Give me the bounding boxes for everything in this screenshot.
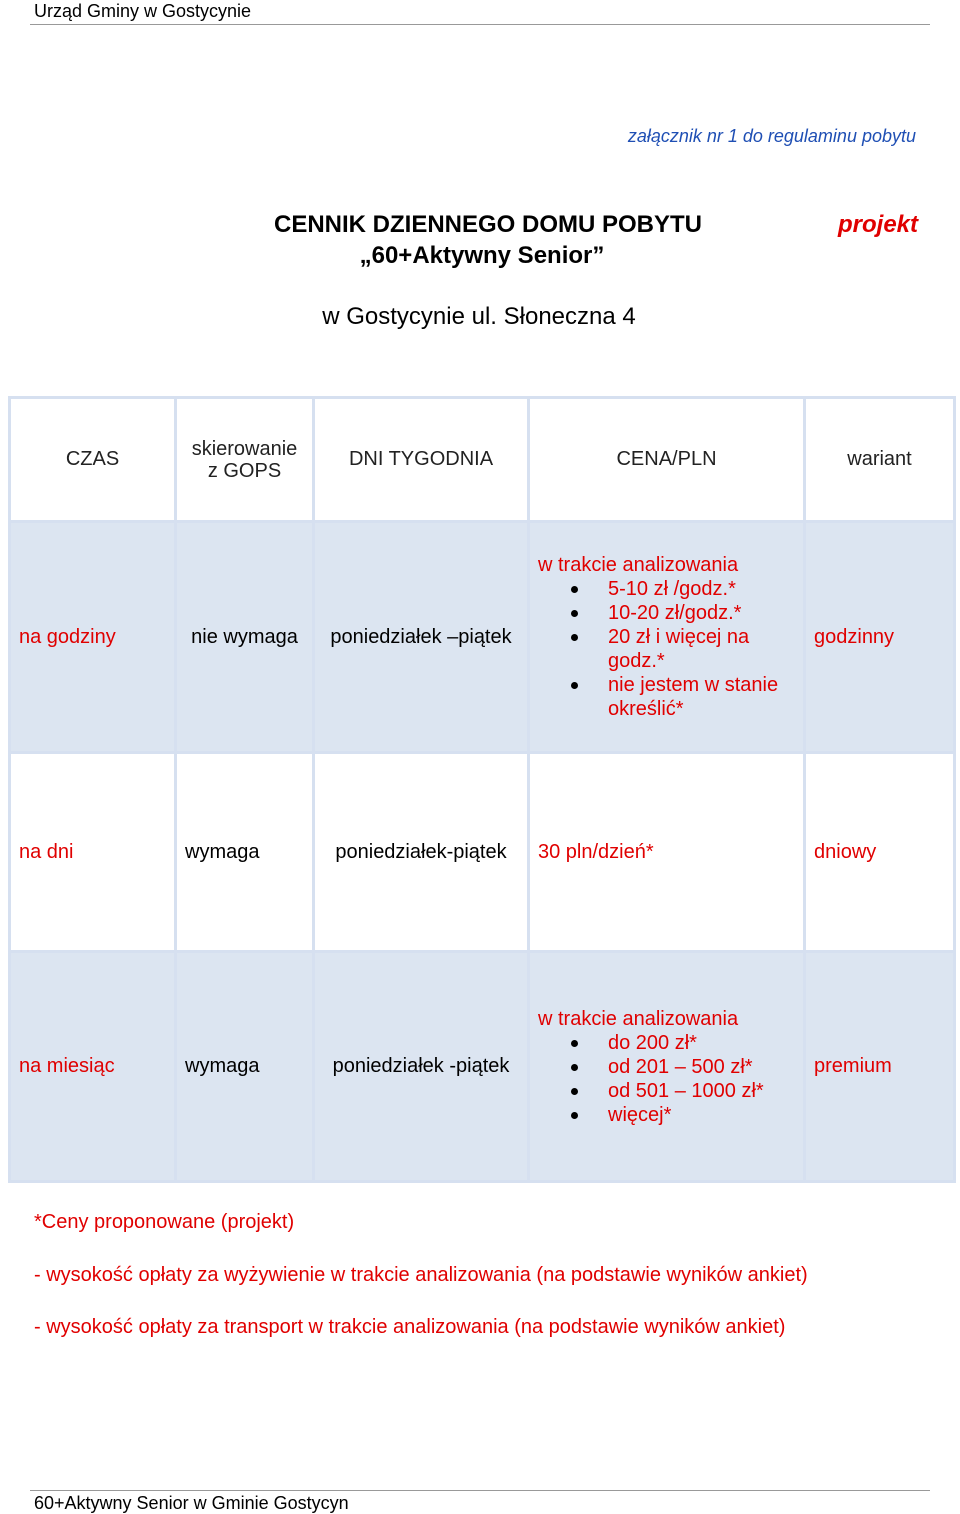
row-variant: godzinny bbox=[805, 522, 955, 753]
price-item: więcej* bbox=[608, 1103, 803, 1127]
row-days: poniedziałek -piątek bbox=[314, 952, 529, 1182]
header-referral-line1: skierowanie bbox=[191, 437, 298, 460]
draft-label: projekt bbox=[837, 211, 918, 238]
transport-note: - wysokość opłaty za transport w trakcie analizowania (na podstawie wyników ankiet) bbox=[34, 1316, 786, 1338]
price-item: nie jestem w stanie określić* bbox=[608, 673, 803, 721]
row-referral: wymaga bbox=[176, 952, 314, 1182]
price-item: 5-10 zł /godz.* bbox=[608, 577, 803, 601]
price-list bbox=[538, 577, 803, 721]
page-footer: 60+Aktywny Senior w Gminie Gostycyn bbox=[34, 1493, 349, 1513]
table-row bbox=[10, 952, 955, 1182]
footer-divider bbox=[30, 1490, 930, 1491]
row-price bbox=[529, 522, 805, 753]
header-days: DNI TYGODNIA bbox=[314, 398, 529, 522]
price-item: od 201 – 500 zł* bbox=[608, 1055, 803, 1079]
table-header-row bbox=[10, 398, 955, 522]
header-time: CZAS bbox=[10, 398, 176, 522]
meals-note: - wysokość opłaty za wyżywienie w trakcie analizowania (na podstawie wyników ankiet) bbox=[34, 1264, 808, 1286]
document-title: CENNIK DZIENNEGO DOMU POBYTU bbox=[273, 211, 702, 238]
price-item: do 200 zł* bbox=[608, 1031, 803, 1055]
row-referral: wymaga bbox=[176, 753, 314, 952]
row-referral: nie wymaga bbox=[176, 522, 314, 753]
header-referral bbox=[176, 398, 314, 522]
price-table bbox=[8, 396, 956, 1183]
document-subtitle: „60+Aktywny Senior” bbox=[359, 242, 605, 269]
row-price bbox=[529, 952, 805, 1182]
price-intro: w trakcie analizowania bbox=[538, 554, 739, 576]
price-item: 10-20 zł/godz.* bbox=[608, 601, 803, 625]
header-divider bbox=[30, 24, 930, 25]
address: w Gostycynie ul. Słoneczna 4 bbox=[322, 303, 636, 330]
attachment-note: załącznik nr 1 do regulaminu pobytu bbox=[627, 126, 916, 146]
table-row bbox=[10, 753, 955, 952]
page-header: Urząd Gminy w Gostycynie bbox=[34, 1, 252, 21]
row-time: na dni bbox=[10, 753, 176, 952]
header-referral-line2: z GOPS bbox=[207, 459, 282, 482]
row-variant: dniowy bbox=[805, 753, 955, 952]
table-row bbox=[10, 522, 955, 753]
row-time: na godziny bbox=[10, 522, 176, 753]
price-item: od 501 – 1000 zł* bbox=[608, 1079, 803, 1103]
row-variant: premium bbox=[805, 952, 955, 1182]
header-variant: wariant bbox=[805, 398, 955, 522]
row-price: 30 pln/dzień* bbox=[529, 753, 805, 952]
price-list bbox=[538, 1031, 803, 1127]
price-intro: w trakcie analizowania bbox=[538, 1007, 739, 1030]
row-time: na miesiąc bbox=[10, 952, 176, 1182]
header-price: CENA/PLN bbox=[529, 398, 805, 522]
price-footnote: *Ceny proponowane (projekt) bbox=[34, 1211, 295, 1233]
price-item: 20 zł i więcej na godz.* bbox=[608, 625, 803, 673]
row-days: poniedziałek –piątek bbox=[314, 522, 529, 753]
row-days: poniedziałek-piątek bbox=[314, 753, 529, 952]
